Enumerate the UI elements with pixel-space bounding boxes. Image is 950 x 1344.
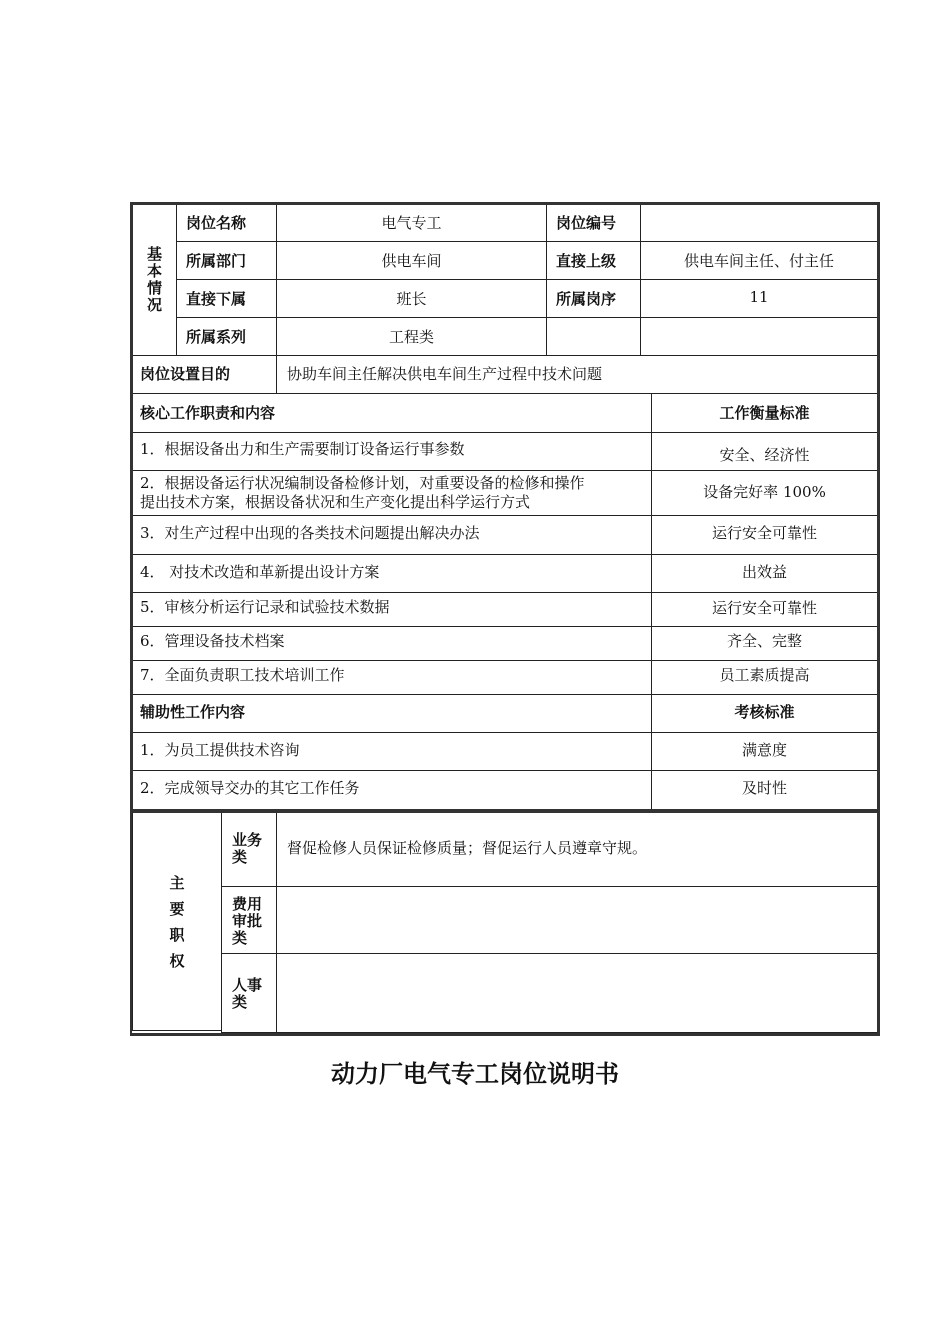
- authority-label: [132, 812, 222, 1031]
- core-item-3-standard: 运行安全可靠性: [711, 524, 817, 542]
- series-value: 工程类: [388, 328, 434, 346]
- series-empty-cell-a: [546, 317, 641, 356]
- personnel-value-cell: [276, 953, 878, 1033]
- purpose-value: 协助车间主任解决供电车间生产过程中技术问题: [287, 365, 603, 383]
- superior-value: 供电车间主任、付主任: [683, 252, 834, 270]
- core-standard-header: 工作衡量标准: [719, 404, 810, 422]
- sequence-value: 11: [749, 288, 769, 306]
- aux-item-2-standard: 及时性: [741, 779, 787, 797]
- personnel-label-bottom: 类: [232, 993, 248, 1011]
- dept-value: 供电车间: [381, 252, 442, 270]
- sequence-label: 所属岗序: [556, 290, 617, 308]
- core-item-5-standard: 运行安全可靠性: [711, 599, 817, 617]
- core-item-4-text: 4． 对技术改造和革新提出设计方案: [140, 563, 380, 581]
- aux-item-2-text: 2．完成领导交办的其它工作任务: [140, 779, 360, 797]
- subordinate-label: 直接下属: [186, 290, 247, 308]
- post-code-value-cell: [640, 204, 878, 242]
- expense-label-top: 费用: [232, 895, 263, 913]
- core-item-7-standard: 员工素质提高: [719, 666, 810, 684]
- core-item-3-text: 3．对生产过程中出现的各类技术问题提出解决办法: [140, 524, 480, 542]
- document-title: 动力厂电气专工岗位说明书: [331, 1060, 619, 1088]
- dept-label: 所属部门: [186, 252, 247, 270]
- subordinate-value: 班长: [396, 290, 427, 308]
- authority-label-char: 主: [169, 873, 185, 892]
- core-item-2-standard: 设备完好率 100%: [703, 483, 826, 501]
- post-code-label: 岗位编号: [556, 214, 617, 232]
- core-item-1-text: 1．根据设备出力和生产需要制订设备运行事参数: [140, 440, 465, 458]
- aux-item-1-text: 1．为员工提供技术咨询: [140, 741, 300, 759]
- business-label-bottom: 类: [232, 848, 248, 866]
- business-value: 督促检修人员保证检修质量；督促运行人员遵章守规。: [287, 839, 648, 857]
- core-item-1-standard: 安全、经济性: [719, 446, 810, 464]
- series-empty-cell-b: [640, 317, 878, 356]
- basic-section-label: [132, 204, 177, 356]
- core-item-2-text-line1: 2．根据设备运行状况编制设备检修计划，对重要设备的检修和操作: [140, 474, 585, 492]
- basic-label-char: 本: [146, 262, 162, 280]
- series-label: 所属系列: [186, 328, 247, 346]
- basic-label-char: 况: [146, 296, 162, 314]
- core-item-4-standard: 出效益: [741, 563, 787, 581]
- aux-item-1-standard: 满意度: [741, 741, 787, 759]
- basic-label-char: 情: [146, 279, 162, 297]
- expense-label-bottom: 类: [232, 929, 248, 947]
- purpose-label: 岗位设置目的: [140, 365, 231, 383]
- core-header: 核心工作职责和内容: [140, 404, 276, 422]
- core-item-5-text: 5．审核分析运行记录和试验技术数据: [140, 598, 390, 616]
- aux-header: 辅助性工作内容: [140, 703, 246, 721]
- core-item-6-standard: 齐全、完整: [726, 632, 802, 650]
- post-name-value: 电气专工: [381, 214, 442, 232]
- core-item-6-text: 6．管理设备技术档案: [140, 632, 285, 650]
- expense-value-cell: [276, 886, 878, 954]
- authority-label-char: 权: [169, 951, 185, 970]
- expense-label-mid: 审批: [232, 912, 263, 930]
- authority-label-char: 要: [169, 899, 185, 918]
- authority-label-char: 职: [169, 925, 185, 944]
- core-item-7-text: 7．全面负责职工技术培训工作: [140, 666, 345, 684]
- superior-label: 直接上级: [556, 252, 617, 270]
- core-item-2-text-line2: 提出技术方案，根据设备状况和生产变化提出科学运行方式: [140, 493, 531, 511]
- business-label-top: 业务: [232, 831, 263, 849]
- basic-label-char: 基: [146, 245, 162, 263]
- aux-standard-header: 考核标准: [734, 703, 795, 721]
- personnel-label-top: 人事: [232, 976, 263, 994]
- post-name-label: 岗位名称: [186, 214, 247, 232]
